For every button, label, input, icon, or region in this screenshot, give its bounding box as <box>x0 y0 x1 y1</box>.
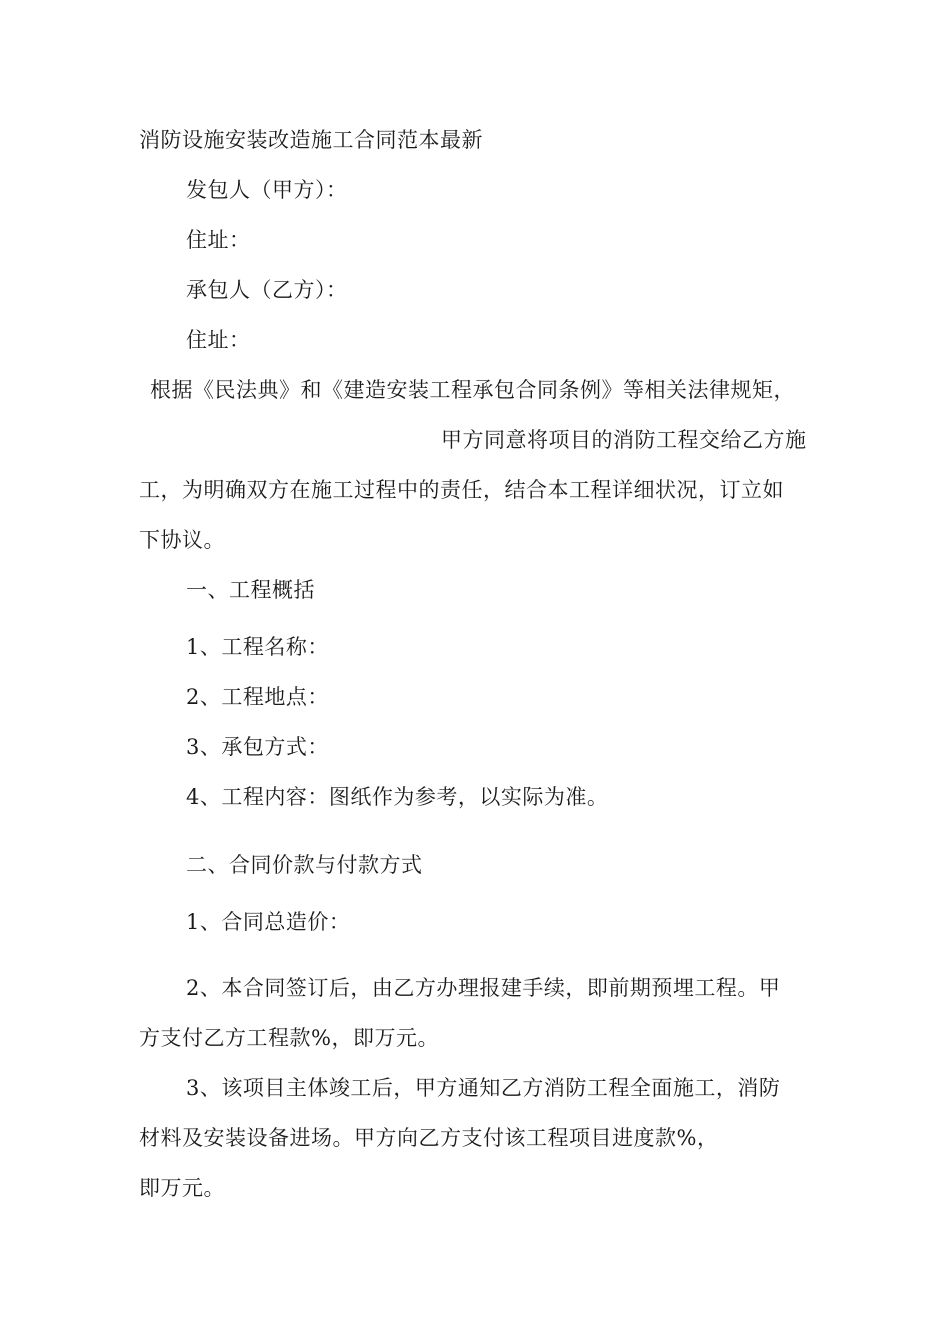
section-1-item-2: 2、工程地点： <box>186 685 329 709</box>
section-1-item-4: 4、工程内容：图纸作为参考，以实际为准。 <box>186 785 609 809</box>
party-b-label: 承包人（乙方）： <box>186 278 348 302</box>
preamble-line-4: 下协议。 <box>139 528 225 552</box>
preamble-line-1: 根据《民法典》和《建造安装工程承包合同条例》等相关法律规矩， <box>150 378 795 402</box>
section-2-item-3-line-1: 3、该项目主体竣工后，甲方通知乙方消防工程全面施工，消防 <box>186 1076 781 1100</box>
preamble-line-2: 甲方同意将项目的消防工程交给乙方施 <box>441 428 807 452</box>
document-title: 消防设施安装改造施工合同范本最新 <box>139 128 483 152</box>
section-2-item-2-line-2: 方支付乙方工程款%，即万元。 <box>139 1026 439 1050</box>
section-1-item-1: 1、工程名称： <box>186 635 329 659</box>
section-1-item-3: 3、承包方式： <box>186 735 329 759</box>
section-2-item-3-line-3: 即万元。 <box>139 1176 225 1200</box>
party-b-address-label: 住址： <box>186 328 251 352</box>
party-a-address-label: 住址： <box>186 228 251 252</box>
party-a-label: 发包人（甲方）： <box>186 178 348 202</box>
section-2-item-3-line-2: 材料及安装设备进场。甲方向乙方支付该工程项目进度款%， <box>139 1126 719 1150</box>
preamble-line-3: 工，为明确双方在施工过程中的责任，结合本工程详细状况，订立如 <box>139 478 784 502</box>
section-2-item-2-line-1: 2、本合同签订后，由乙方办理报建手续，即前期预埋工程。甲 <box>186 976 781 1000</box>
section-2-item-1: 1、合同总造价： <box>186 910 351 934</box>
section-1-heading: 一、工程概括 <box>186 578 315 602</box>
section-2-heading: 二、合同价款与付款方式 <box>186 853 423 877</box>
